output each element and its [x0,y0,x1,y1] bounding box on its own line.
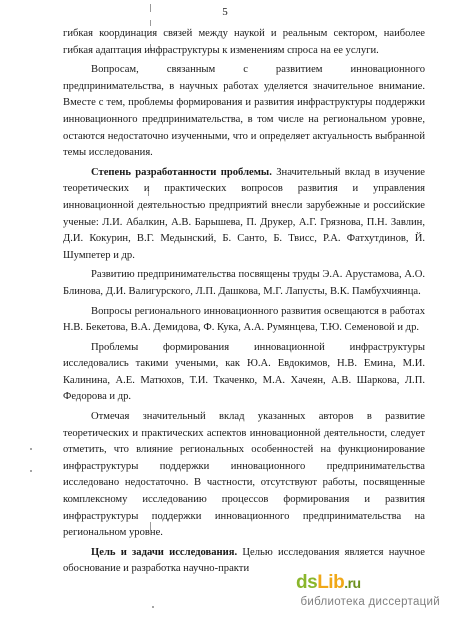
paragraph-6: Проблемы формирования инновационной инфраструктуры исследовались такими учеными, как Ю.А. Евдокимов, Н.В. Емина, М.И. Калинина, А.Е. Матюхов, Т.И. Ткаченко, М.А. Хачеян, А.В. Шаркова, Л.П. Федорова и др. [63,341,425,403]
page-number: 5 [222,6,228,18]
paragraph-2: Вопросам, связанным с развитием инновационного предпринимательства, в научных работах уделяется значительное внимание. Вместе с тем, проблемы формирования и развития инфраструктуры поддержки инновационного предпринимательства, в том числе на региональном уровне, остаются недостаточно изученными, что и определяет актуальность выбранной темы исследования. [63,64,425,159]
paragraph-3 [63,165,425,265]
watermark-subtitle: библиотека диссертаций [300,596,440,608]
logo-lib: Lib [317,572,345,593]
scan-dot [152,606,154,608]
scan-dot [30,448,32,450]
document-body [63,26,425,578]
paragraph-8-text: Целью исследования является научное обоснование и разработка научно-практи [63,546,425,575]
paragraph-1: гибкая координация связей между наукой и реальным сектором, наиболее гибкая адаптация инфраструктуры к изменениям спроса на ее услуги. [63,28,425,56]
paragraph-3-text: Значительный вклад в изучение теоретических и практических вопросов развития и управления инновационной деятельностью предприятий внесли зарубежные и российские ученые: Л.И. Абалкин, А.В. Барышева, П. Друкер, А.Г. Грязнова, П.Н. Завлин, Д.И. Кокурин, В.Г. Медынский, Б. Санто, Б. Твисс, Р.А. Фатхутдинов, Й. Шумпетер и др. [63,166,425,261]
scan-dot [30,470,32,472]
dslib-logo [296,572,361,594]
paragraph-5: Вопросы регионального инновационного развития освещаются в работах Н.В. Бекетова, В.А. Демидова, Ф. Кука, А.А. Румянцева, Т.Ю. Семеновой и др. [63,305,425,334]
section-heading-goals: Цель и задачи исследования. [91,546,238,558]
dslib-watermark [250,572,440,612]
logo-ds: ds [296,572,318,593]
paragraph-7: Отмечая значительный вклад указанных авторов в развитие теоретических и практических аспектов инновационной деятельности, следует отметить, что влияние региональных особенностей на функционирование инфраструктуры поддержки инновационного предпринимательства исследовано недостаточно. В частности, отсутствуют работы, посвященные комплексному исследованию процессов формирования и развития инфраструктуры поддержки инновационного предпринимательства на региональном уровне. [63,411,425,539]
logo-ru: .ru [344,575,361,591]
paragraph-4: Развитию предпринимательства посвящены труды Э.А. Арустамова, А.О. Блинова, Д.И. Валигурского, Л.П. Дашкова, М.Г. Лапусты, В.К. Памбухчиянца. [63,269,425,297]
scan-mark [150,4,151,12]
section-heading-problem-study: Степень разработанности проблемы. [91,166,272,178]
